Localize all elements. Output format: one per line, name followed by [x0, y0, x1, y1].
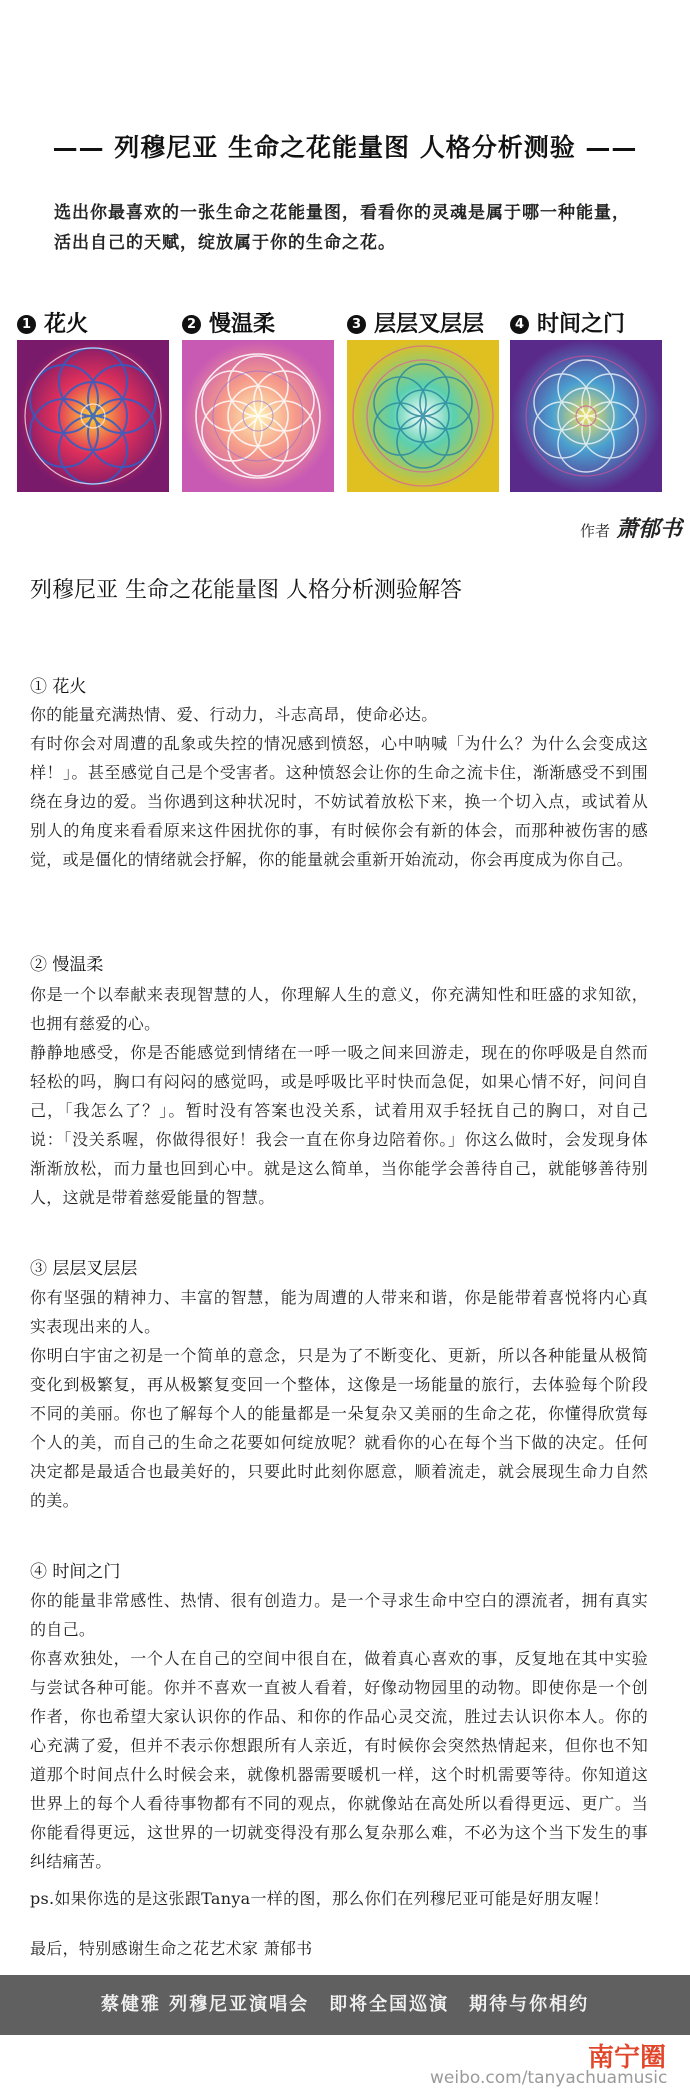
intro-line-1: 选出你最喜欢的一张生命之花能量图，看看你的灵魂是属于哪一种能量， — [54, 203, 630, 223]
author-signature: 萧郁书 — [616, 516, 683, 542]
intro-line-2: 活出自己的天赋，绽放属于你的生命之花。 — [54, 233, 396, 253]
weibo-url[interactable]: weibo.com/tanyachuamusic — [430, 2068, 668, 2088]
author-credit: 作者 萧郁书 — [580, 516, 683, 542]
section-title-time-gate: ④ 时间之门 — [30, 1562, 121, 1582]
title-rule-left: —— — [52, 133, 115, 162]
flower-image-fireworks[interactable] — [17, 340, 169, 492]
choice-label-2: 2 慢温柔 — [182, 307, 275, 338]
section-title-gentle: ② 慢温柔 — [30, 955, 104, 975]
flower-image-gentle[interactable] — [182, 340, 334, 492]
thanks-note: 最后，特别感谢生命之花艺术家 萧郁书 — [30, 1939, 313, 1958]
watermark-logo: 南宁圈 — [588, 2043, 667, 2073]
choice-label-1: 1 花火 — [17, 307, 88, 338]
section-fireworks-body: 有时你会对周遭的乱象或失控的情况感到愤怒，心中呐喊「为什么？为什么会变成这样！」。甚至感觉自己是个受害者。这种愤怒会让你的生命之流卡住，渐渐感受不到围绕在身边的爱。当你遇到这种状况时，不妨试着放松下来，换一个切入点，或试着从别人的角度来看看原来这件困扰你的事，有时候你会有新的体会，而那种被伤害的感觉，或是僵化的情绪就会抒解，你的能量就会重新开始流动，你会再度成为你自己。 — [30, 734, 648, 869]
concert-banner: 蔡健雅 列穆尼亚演唱会 即将全国巡演 期待与你相约 — [0, 1975, 690, 2035]
section-layers-body: 你明白宇宙之初是一个简单的意念，只是为了不断变化、更新，所以各种能量从极简变化到极繁复，再从极繁复变回一个整体，这像是一场能量的旅行，去体验每个阶段不同的美丽。你也了解每个人的能量都是一朵复杂又美丽的生命之花，你懂得欣赏每个人的美，而自己的生命之花要如何绽放呢？就看你的心在每个当下做的决定。任何决定都是最适合也最美好的，只要此时此刻你愿意，顺着流走，就会展现生命力自然的美。 — [30, 1346, 648, 1510]
section-layers-summary: 你有坚强的精神力、丰富的智慧，能为周遭的人带来和谐，你是能带着喜悦将内心真实表现出来的人。 — [30, 1288, 648, 1336]
section-gentle-summary: 你是一个以奉献来表现智慧的人，你理解人生的意义，你充满知性和旺盛的求知欲，也拥有慈爱的心。 — [30, 985, 648, 1033]
title-rule-right: —— — [575, 133, 638, 162]
choice-label-3: 3 层层叉层层 — [347, 307, 484, 338]
answers-heading: 列穆尼亚 生命之花能量图 人格分析测验解答 — [30, 578, 462, 603]
section-title-fireworks: ① 花火 — [30, 677, 87, 697]
section-time-gate-body: 你喜欢独处，一个人在自己的空间中很自在，做着真心喜欢的事，反复地在其中实验与尝试各种可能。你并不喜欢一直被人看着，好像动物园里的动物。即使你是一个创作者，你也希望大家认识你的作品、和你的作品心灵交流，胜过去认识你本人。你的心充满了爱，但并不表示你想跟所有人亲近，有时候你会突然热情起来，但你也不知道那个时间点什么时候会来，就像机器需要暖机一样，这个时机需要等待。你知道这世界上的每个人看待事物都有不同的观点，你就像站在高处所以看得更远、更广。当你能看得更远，这世界的一切就变得没有那么复杂那么难，不必为这个当下发生的事纠结痛苦。 — [30, 1649, 648, 1871]
flower-image-time-gate[interactable] — [510, 340, 662, 492]
section-time-gate-summary: 你的能量非常感性、热情、很有创造力。是一个寻求生命中空白的漂流者，拥有真实的自己。 — [30, 1591, 648, 1639]
section-fireworks-summary: 你的能量充满热情、爱、行动力，斗志高昂，使命必达。 — [30, 705, 438, 724]
ps-note: ps.如果你选的是这张跟Tanya一样的图，那么你们在列穆尼亚可能是好朋友喔！ — [30, 1889, 610, 1908]
choice-label-4: 4 时间之门 — [510, 307, 625, 338]
flower-image-layers[interactable] — [347, 340, 499, 492]
section-gentle-body: 静静地感受，你是否能感觉到情绪在一呼一吸之间来回游走，现在的你呼吸是自然而轻松的吗，胸口有闷闷的感觉吗，或是呼吸比平时快而急促，如果心情不好，问问自己，「我怎么了？」。暂时没有答案也没关系，试着用双手轻抚自己的胸口，对自己说：「没关系喔，你做得很好！我会一直在你身边陪着你。」你这么做时，会发现身体渐渐放松，而力量也回到心中。就是这么简单，当你能学会善待自己，就能够善待别人，这就是带着慈爱能量的智慧。 — [30, 1043, 648, 1207]
section-title-layers: ③ 层层叉层层 — [30, 1259, 138, 1279]
page-title: —— 列穆尼亚 生命之花能量图 人格分析测验 —— — [52, 133, 638, 162]
